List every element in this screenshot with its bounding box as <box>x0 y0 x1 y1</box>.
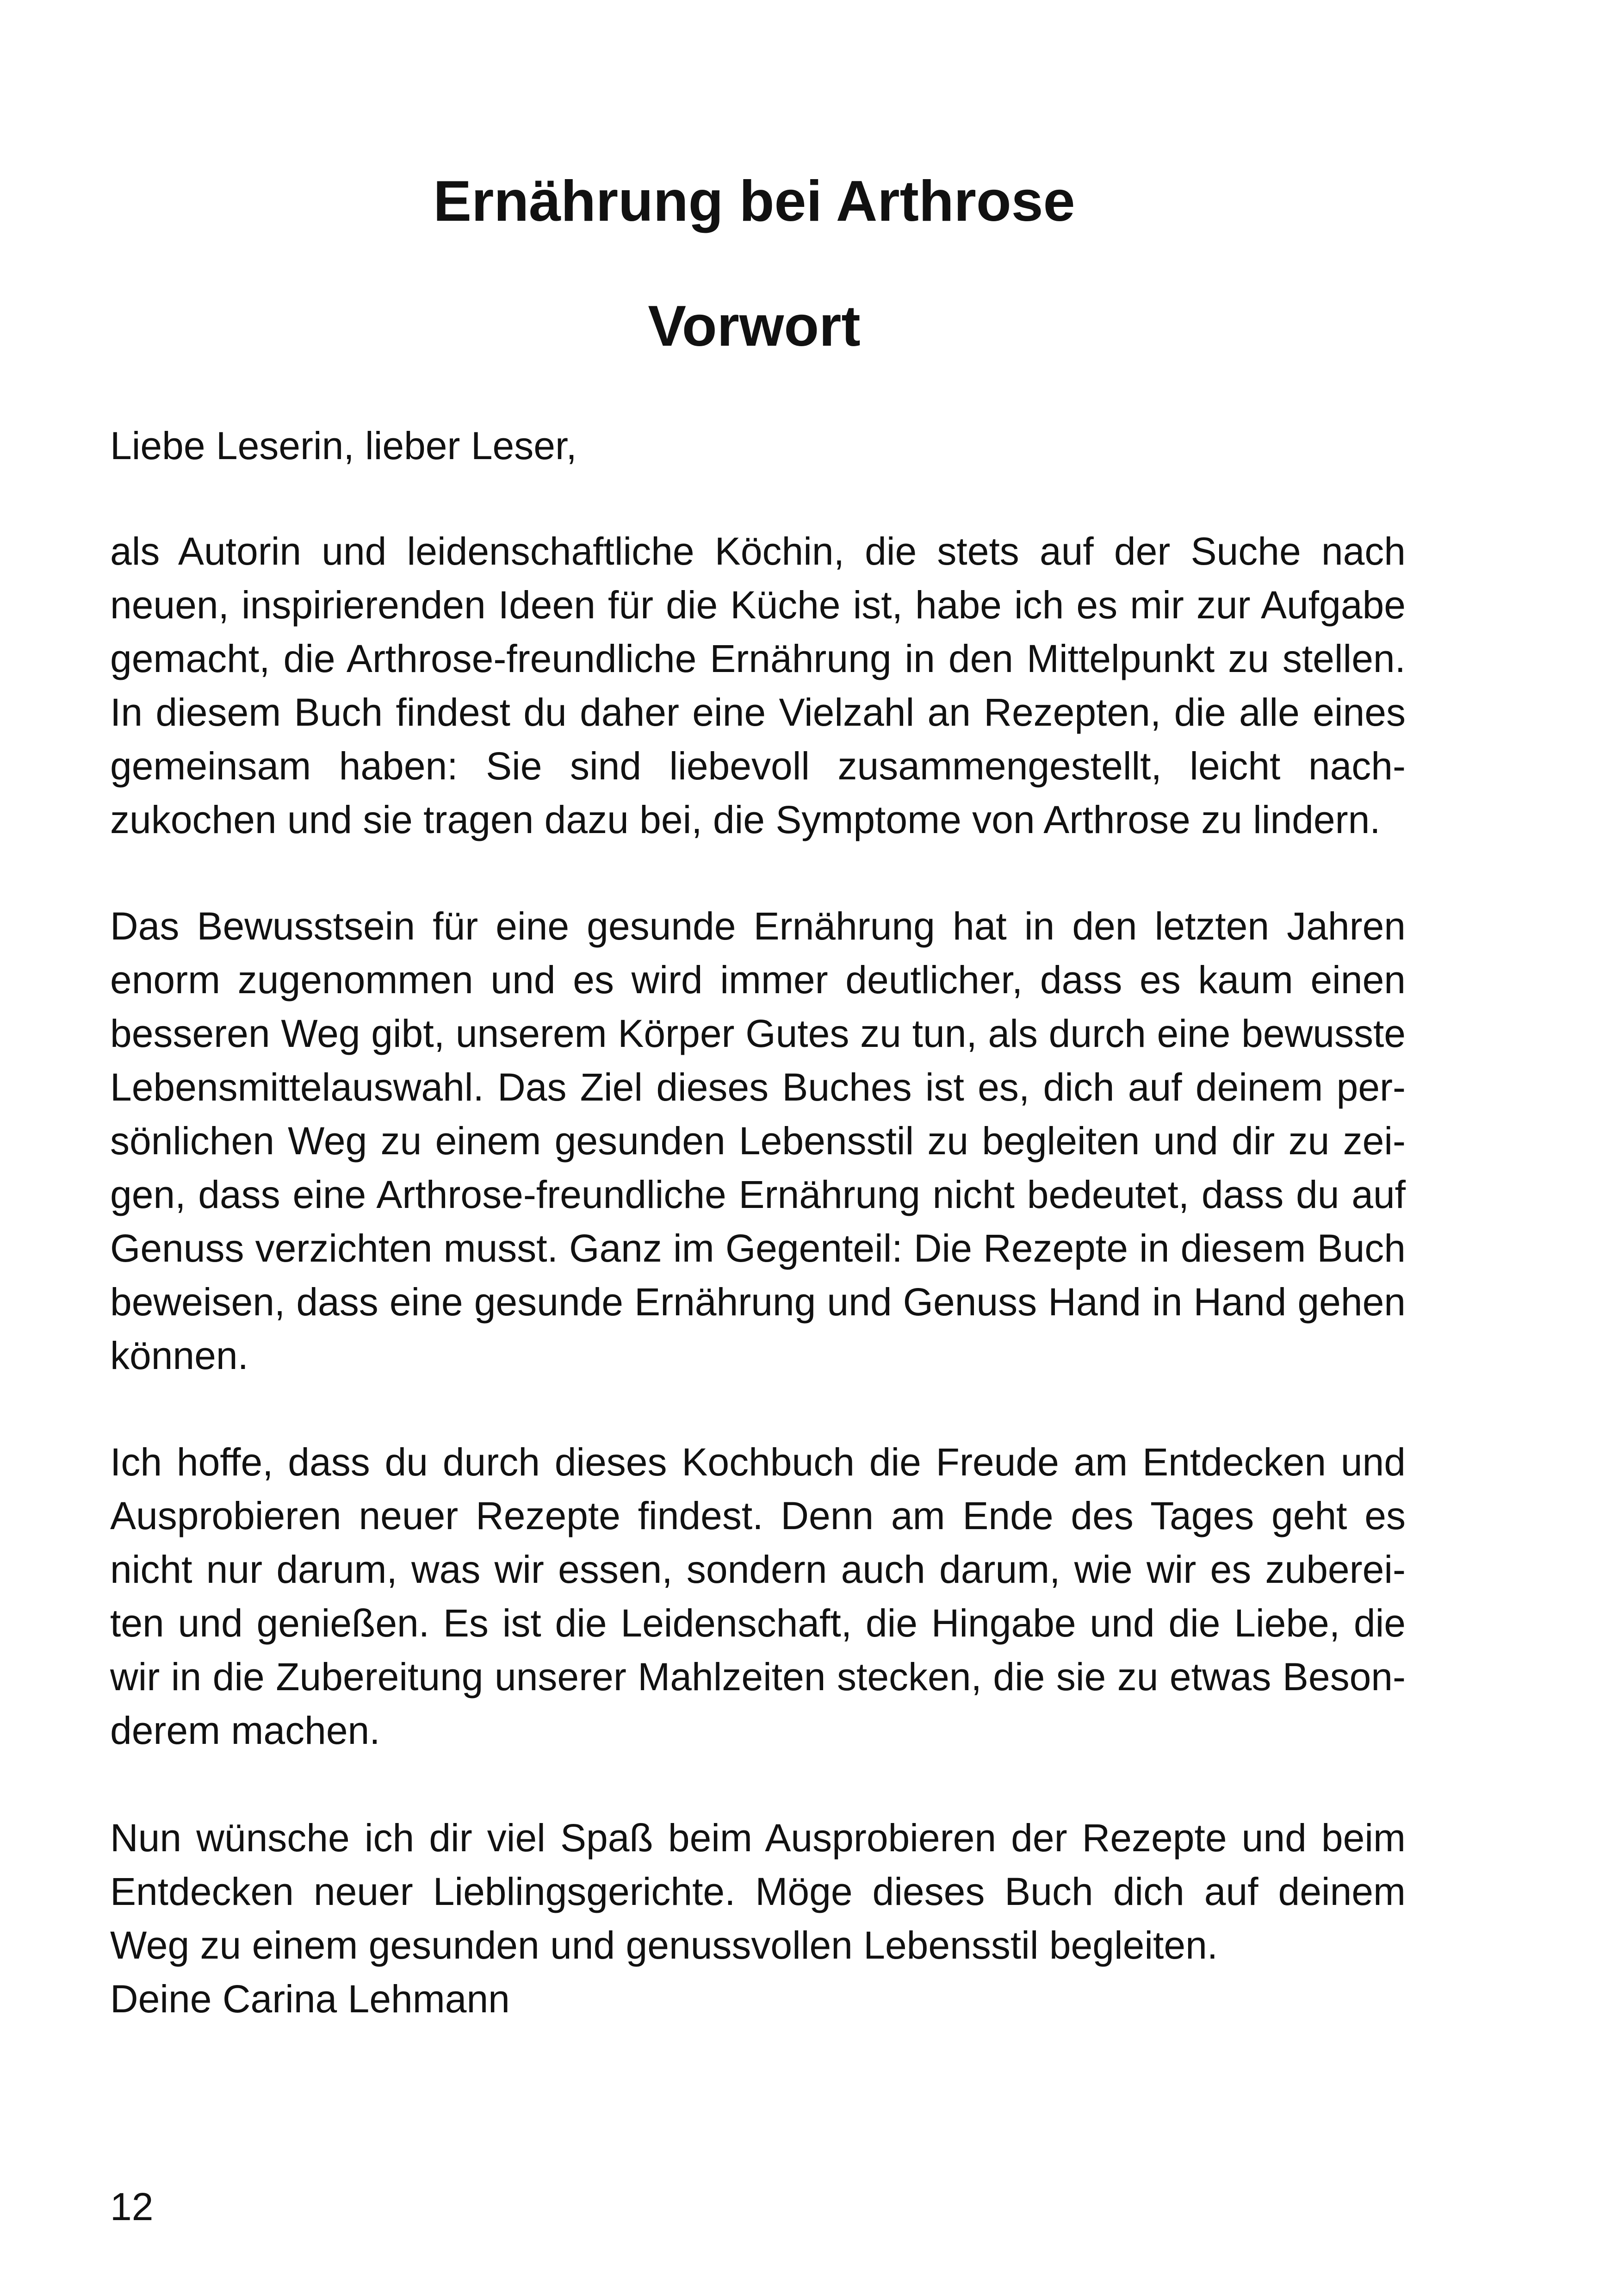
page-number: 12 <box>110 2185 154 2228</box>
paragraph-text: Das Bewusstsein für eine gesunde Ernährung hat in den letzten Jahren enorm zugenommen und es wird immer deutlicher, dass es kaum einen besseren Weg gibt, unserem Körper Gutes zu tun, als durch eine bewusste Lebensmittelauswahl. Das Ziel dieses Buches ist es, dich auf deinem persönlichen Weg zu einem gesunden Lebensstil zu begleiten und dir zu zeigen, dass eine Arthrose-freundliche Ernährung nicht bedeutet, dass du auf Genuss verzichten musst. Ganz im Gegenteil: Die Rezepte in diesem Buch beweisen, dass eine gesunde Ernährung und Genuss Hand in Hand gehen können. <box>110 904 1406 1377</box>
salutation <box>110 419 1406 473</box>
paragraph <box>110 899 1406 1382</box>
paragraph-text: Ich hoffe, dass du durch dieses Kochbuch die Freude am Entdecken und Ausprobieren neuer Rezepte findest. Denn am Ende des Tages geht es nicht nur darum, was wir essen, sondern auch darum, wie wir es zubereiten und genießen. Es ist die Leidenschaft, die Hingabe und die Liebe, die wir in die Zubereitung unserer Mahlzeiten stecken, die sie zu etwas Besonderem machen. <box>110 1440 1406 1752</box>
book-title: Ernährung bei Arthrose <box>433 169 1075 233</box>
chapter-title: Vorwort <box>648 294 861 358</box>
paragraph-text: Nun wünsche ich dir viel Spaß beim Ausprobieren der Rezepte und beim Entdecken neuer Lieblingsgerichte. Möge dieses Buch dich auf deinem Weg zu einem gesunden und genussvollen Lebensstil begleiten. <box>110 1816 1406 1967</box>
paragraph-text: als Autorin und leidenschaftliche Köchin, die stets auf der Suche nach neuen, inspirierenden Ideen für die Küche ist, habe ich es mir zur Aufgabe gemacht, die Arthrose-freundliche Ernährung in den Mittelpunkt zu stellen. In diesem Buch findest du daher eine Vielzahl an Rezepten, die alle eines gemeinsam haben: Sie sind liebevoll zusammengestellt, leicht nachzukochen und sie tragen dazu bei, die Symptome von Arthrose zu lindern. <box>110 529 1406 841</box>
salutation-text: Liebe Leserin, lieber Leser, <box>110 424 577 467</box>
paragraph <box>110 1435 1406 1757</box>
paragraph <box>110 1811 1406 1972</box>
signature-text: Deine Carina Lehmann <box>110 1977 510 2021</box>
signature <box>110 1972 1406 2026</box>
paragraph <box>110 524 1406 846</box>
